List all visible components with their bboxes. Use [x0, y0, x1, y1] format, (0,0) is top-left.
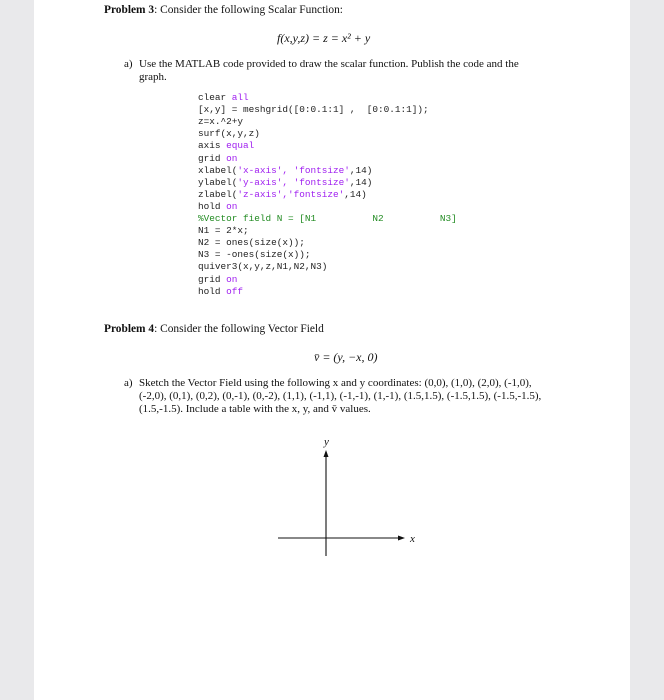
problem-3-part-a-text-2: graph.: [139, 71, 167, 83]
code-text: grid: [198, 152, 227, 164]
code-keyword: on: [226, 200, 238, 212]
code-keyword: off: [226, 285, 244, 297]
x-axis-arrowhead: [398, 536, 405, 541]
code-line: [198, 274, 237, 286]
code-line: [198, 189, 367, 201]
xy-axes-sketch: [234, 430, 434, 560]
code-line: [198, 261, 327, 273]
code-line: [198, 286, 243, 298]
code-line: [198, 165, 372, 177]
code-keyword: equal: [226, 140, 255, 152]
code-line: [198, 116, 243, 128]
problem-3-part-a-text-1: Use the MATLAB code provided to draw the scalar function. Publish the code and the: [139, 58, 519, 70]
problem-4-label: Problem 4: [104, 323, 155, 335]
code-text: hold: [198, 285, 227, 297]
code-text: zlabel(: [198, 188, 238, 200]
code-text: grid: [198, 273, 227, 285]
problem-3-heading-text: : Consider the following Scalar Function:: [154, 4, 343, 16]
code-text-suffix: ,14): [344, 188, 367, 200]
code-line: [198, 92, 249, 104]
document-page: [34, 0, 630, 700]
code-text: [x,y] = meshgrid([0:0.1:1] , [0:0.1:1]);: [198, 104, 429, 116]
code-text: clear: [198, 92, 232, 103]
code-text: N1 = 2*x;: [198, 225, 249, 237]
problem-4-heading: [104, 323, 324, 335]
code-text-suffix: ,14): [349, 176, 373, 188]
code-line: [198, 104, 429, 116]
code-text-suffix: ,14): [349, 164, 373, 176]
code-text: ylabel(: [198, 176, 238, 188]
problem-4-part-a-label: a): [124, 377, 133, 389]
code-text: xlabel(: [198, 164, 238, 176]
code-comment: %Vector field N = [N1 N2 N3]: [198, 213, 457, 224]
code-text: axis: [198, 140, 227, 152]
problem-3-heading: [104, 4, 343, 16]
code-line: [198, 140, 254, 152]
scalar-function-equation: f(x,y,z) = z = x² + y: [277, 31, 371, 45]
code-text: quiver3(x,y,z,N1,N2,N3): [198, 261, 328, 273]
code-text: hold: [198, 200, 227, 212]
code-line: [198, 249, 311, 261]
code-keyword: 'x-axis', 'fontsize': [237, 164, 350, 176]
vector-field-equation: v̄ = (y, −x, 0): [314, 350, 378, 364]
code-line: [198, 128, 260, 140]
problem-4-part-a-text-1: Sketch the Vector Field using the following x and y coordinates: (0,0), (1,0), (2,0), (-1,0),: [139, 377, 532, 389]
code-text: surf(x,y,z): [198, 128, 260, 140]
code-keyword: 'z-axis','fontsize': [237, 188, 345, 200]
y-axis-arrowhead: [324, 450, 329, 457]
code-keyword: all: [231, 92, 249, 103]
code-keyword: on: [226, 152, 238, 164]
problem-4-part-a-text-3: (1.5,-1.5). Include a table with the x, y, and v̄ values.: [139, 403, 371, 415]
x-axis-label: x: [410, 533, 415, 545]
code-line: [198, 201, 237, 213]
code-keyword: 'y-axis', 'fontsize': [237, 176, 350, 188]
matlab-code-block: [198, 92, 498, 302]
problem-3-part-a-label: a): [124, 58, 133, 70]
code-line: [198, 225, 249, 237]
code-text: N2 = ones(size(x));: [198, 237, 305, 249]
problem-3-label: Problem 3: [104, 4, 155, 16]
code-line: [198, 213, 457, 225]
code-text: N3 = -ones(size(x));: [198, 249, 311, 261]
code-line: [198, 237, 305, 249]
code-line: [198, 153, 237, 165]
code-keyword: on: [226, 273, 238, 285]
problem-4-part-a-text-2: (-2,0), (0,1), (0,2), (0,-1), (0,-2), (1,1), (-1,1), (-1,-1), (1,-1), (1.5,1.5), (-1.5,1.5), (-1.5,-1.5),: [139, 390, 542, 402]
code-line: [198, 177, 372, 189]
y-axis-label: y: [324, 436, 329, 448]
problem-4-heading-text: : Consider the following Vector Field: [154, 323, 324, 335]
code-text: z=x.^2+y: [198, 116, 244, 128]
